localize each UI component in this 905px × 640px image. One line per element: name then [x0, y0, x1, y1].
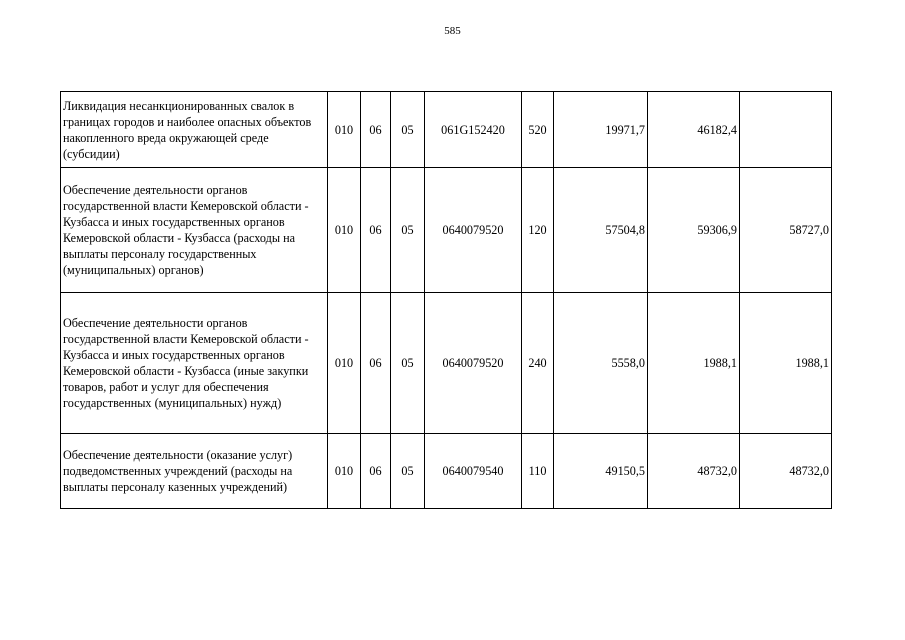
row-description: Обеспечение деятельности (оказание услуг) подведомственных учреждений (расходы на выплаты персоналу казенных учреждений) — [61, 434, 328, 509]
amount-year-3: 48732,0 — [740, 434, 832, 509]
section-code: 06 — [361, 168, 391, 293]
expense-type-code: 520 — [522, 92, 554, 168]
amount-year-1: 49150,5 — [554, 434, 648, 509]
target-article-code: 061G152420 — [425, 92, 522, 168]
table-row — [61, 434, 832, 509]
amount-year-2: 46182,4 — [648, 92, 740, 168]
section-code: 06 — [361, 92, 391, 168]
amount-year-3 — [740, 92, 832, 168]
amount-year-2: 1988,1 — [648, 293, 740, 434]
row-description: Ликвидация несанкционированных свалок в границах городов и наиболее опасных объектов накопленного вреда окружающей среде (субсидии) — [61, 92, 328, 168]
target-article-code: 0640079520 — [425, 293, 522, 434]
expense-type-code: 120 — [522, 168, 554, 293]
amount-year-2: 48732,0 — [648, 434, 740, 509]
ministry-code: 010 — [328, 434, 361, 509]
amount-year-2: 59306,9 — [648, 168, 740, 293]
table-row — [61, 92, 832, 168]
subsection-code: 05 — [391, 168, 425, 293]
ministry-code: 010 — [328, 168, 361, 293]
amount-year-1: 19971,7 — [554, 92, 648, 168]
subsection-code: 05 — [391, 434, 425, 509]
amount-year-1: 5558,0 — [554, 293, 648, 434]
expense-type-code: 240 — [522, 293, 554, 434]
ministry-code: 010 — [328, 92, 361, 168]
section-code: 06 — [361, 293, 391, 434]
ministry-code: 010 — [328, 293, 361, 434]
budget-table — [60, 91, 832, 509]
row-description: Обеспечение деятельности органов государственной власти Кемеровской области - Кузбасса и иных государственных органов Кемеровской области - Кузбасса (иные закупки товаров, работ и услуг для обеспечения государственных (муниципальных) нужд) — [61, 293, 328, 434]
target-article-code: 0640079520 — [425, 168, 522, 293]
target-article-code: 0640079540 — [425, 434, 522, 509]
table-row — [61, 293, 832, 434]
amount-year-3: 1988,1 — [740, 293, 832, 434]
table-row — [61, 168, 832, 293]
subsection-code: 05 — [391, 92, 425, 168]
row-description: Обеспечение деятельности органов государственной власти Кемеровской области - Кузбасса и иных государственных органов Кемеровской области - Кузбасса (расходы на выплаты персоналу государственных (муниципальных) органов) — [61, 168, 328, 293]
section-code: 06 — [361, 434, 391, 509]
expense-type-code: 110 — [522, 434, 554, 509]
amount-year-1: 57504,8 — [554, 168, 648, 293]
subsection-code: 05 — [391, 293, 425, 434]
page-number: 585 — [444, 25, 461, 37]
amount-year-3: 58727,0 — [740, 168, 832, 293]
